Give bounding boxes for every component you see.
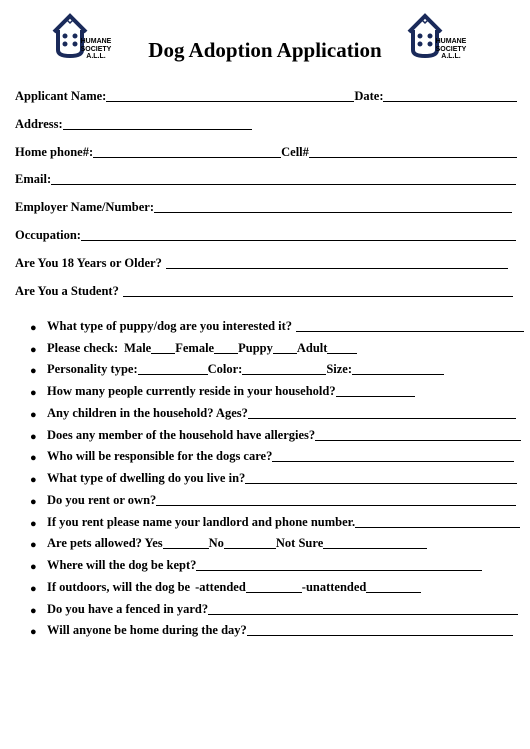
student-field[interactable]: Are You a Student? [15,281,513,299]
question-household-size[interactable]: ● How many people currently reside in your household? [30,381,415,399]
address-field[interactable]: Address: [15,114,252,132]
question-children[interactable]: ● Any children in the household? Ages? [30,403,516,421]
question-pets-allowed[interactable]: ● Are pets allowed? Yes No Not Sure [30,533,427,551]
question-dog-kept[interactable]: ● Where will the dog be kept? [30,555,482,573]
question-fenced-yard[interactable]: ● Do you have a fenced in yard? [30,599,518,617]
question-rent-own[interactable]: ● Do you rent or own? [30,490,516,508]
age-18-field[interactable]: Are You 18 Years or Older? [15,253,508,271]
employer-field[interactable]: Employer Name/Number: [15,197,512,215]
question-responsible[interactable]: ● Who will be responsible for the dogs care? [30,446,514,464]
logo-text: HUMANE SOCIETY A.L.L. [80,38,112,60]
question-allergies[interactable]: ● Does any member of the household have allergies? [30,425,521,443]
home-phone-field[interactable]: Home phone#: Cell# [15,142,517,160]
question-outdoors[interactable]: ● If outdoors, will the dog be -attended -unattended [30,577,421,595]
question-landlord[interactable]: ● If you rent please name your landlord and phone number. [30,512,520,530]
question-dog-type[interactable]: ● What type of puppy/dog are you interested it? [30,316,524,334]
email-field[interactable]: Email: [15,169,516,187]
question-dwelling[interactable]: ● What type of dwelling do you live in? [30,468,517,486]
occupation-field[interactable]: Occupation: [15,225,516,243]
page-title: Dog Adoption Application [148,38,382,62]
logo-text: HUMANE SOCIETY A.L.L. [435,38,467,60]
question-home-during-day[interactable]: ● Will anyone be home during the day? [30,620,513,638]
question-please-check[interactable]: ● Please check: Male Female Puppy Adult [30,338,357,356]
question-personality[interactable]: ● Personality type: Color: Size: [30,359,444,377]
applicant-name-field[interactable]: Applicant Name: Date: [15,86,517,104]
